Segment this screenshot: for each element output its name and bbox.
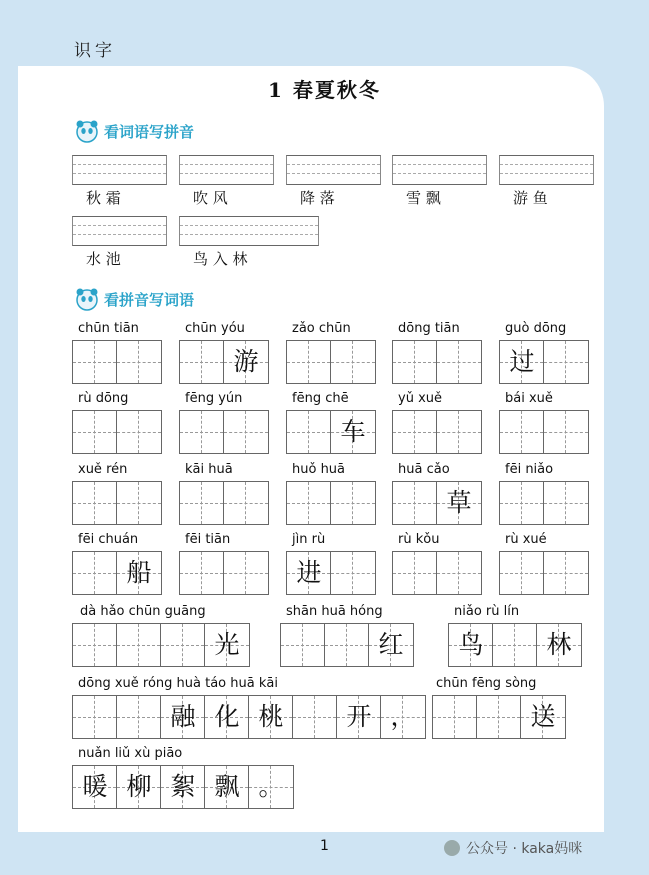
- pinyin-text: kāi huā: [185, 462, 233, 477]
- char-cell: [293, 696, 337, 738]
- char-cell: [180, 341, 224, 383]
- guide-line: [393, 164, 486, 165]
- char-text: [544, 341, 588, 383]
- char-grid: [499, 340, 589, 384]
- char-cell: [180, 482, 224, 524]
- char-cell: [224, 341, 268, 383]
- char-grid: [72, 410, 162, 454]
- pinyin-text: bái xuě: [505, 391, 553, 406]
- char-cell: [437, 552, 481, 594]
- char-text: [73, 482, 117, 524]
- char-text: [500, 411, 544, 453]
- char-cell: [281, 624, 325, 666]
- char-cell: [500, 411, 544, 453]
- pinyin-text: huǒ huā: [292, 462, 346, 477]
- guide-line: [73, 225, 166, 226]
- char-text: 暖: [82, 772, 108, 801]
- char-cell: [437, 482, 481, 524]
- char-grid: [179, 481, 269, 525]
- char-cell: [477, 696, 521, 738]
- char-grid: [72, 765, 294, 809]
- pinyin-box: [72, 216, 167, 246]
- pinyin-text: dōng tiān: [398, 321, 460, 336]
- char-cell: [500, 552, 544, 594]
- char-cell: [205, 766, 249, 808]
- char-text: [500, 552, 544, 594]
- pinyin-text: xuě rén: [78, 462, 128, 477]
- char-cell: [544, 482, 588, 524]
- guide-line: [500, 164, 593, 165]
- char-grid: [179, 410, 269, 454]
- char-cell: [381, 696, 425, 738]
- pinyin-text: fēi niǎo: [505, 462, 554, 477]
- char-text: 。: [258, 772, 284, 801]
- char-cell: [224, 482, 268, 524]
- char-grid: [286, 481, 376, 525]
- char-grid: [392, 340, 482, 384]
- char-text: [493, 624, 537, 666]
- char-text: 游: [233, 347, 259, 376]
- char-cell: [287, 411, 331, 453]
- pinyin-text: niǎo rù lín: [454, 604, 520, 619]
- char-cell: [287, 341, 331, 383]
- pinyin-text: dà hǎo chūn guāng: [80, 604, 206, 619]
- char-cell: [500, 482, 544, 524]
- char-grid: [448, 623, 582, 667]
- word-label: 雪 飘: [406, 189, 441, 207]
- char-cell: [161, 766, 205, 808]
- guide-line: [180, 164, 273, 165]
- char-cell: [331, 552, 375, 594]
- char-cell: [117, 552, 161, 594]
- pinyin-text: rù kǒu: [398, 532, 440, 547]
- char-grid: [499, 410, 589, 454]
- char-text: [117, 341, 161, 383]
- char-grid: [286, 340, 376, 384]
- char-text: [393, 411, 437, 453]
- char-grid: [286, 551, 376, 595]
- char-cell: [249, 766, 293, 808]
- char-cell: [224, 552, 268, 594]
- char-cell: [537, 624, 581, 666]
- char-cell: [393, 341, 437, 383]
- char-text: [117, 482, 161, 524]
- pinyin-text: rù xué: [505, 532, 547, 547]
- char-cell: [393, 482, 437, 524]
- pinyin-box: [392, 155, 487, 185]
- char-cell: [73, 482, 117, 524]
- char-text: [180, 341, 224, 383]
- char-cell: [73, 411, 117, 453]
- pinyin-text: chūn tiān: [78, 321, 139, 336]
- char-text: [224, 482, 268, 524]
- char-cell: [521, 696, 565, 738]
- char-text: [293, 696, 337, 738]
- char-text: [477, 696, 521, 738]
- guide-line: [73, 173, 166, 174]
- page-number: 1: [320, 838, 329, 854]
- char-text: [325, 624, 369, 666]
- pinyin-text: huā cǎo: [398, 462, 450, 477]
- char-text: [393, 341, 437, 383]
- char-grid: [499, 551, 589, 595]
- char-cell: [205, 624, 249, 666]
- char-cell: [117, 411, 161, 453]
- char-text: 船: [126, 558, 152, 587]
- char-text: [117, 696, 161, 738]
- char-text: [331, 552, 375, 594]
- char-grid: [392, 410, 482, 454]
- char-text: [393, 552, 437, 594]
- char-text: [287, 482, 331, 524]
- char-cell: [73, 766, 117, 808]
- char-text: [544, 411, 588, 453]
- word-label: 降 落: [300, 189, 335, 207]
- panda-icon: [74, 118, 100, 144]
- char-cell: [331, 482, 375, 524]
- char-text: [437, 411, 481, 453]
- char-cell: [544, 411, 588, 453]
- char-cell: [117, 341, 161, 383]
- char-text: [180, 411, 224, 453]
- char-cell: [500, 341, 544, 383]
- char-cell: [369, 624, 413, 666]
- char-text: 送: [530, 702, 556, 731]
- char-grid: [280, 623, 414, 667]
- section2-heading: [74, 286, 194, 312]
- char-cell: [161, 696, 205, 738]
- pinyin-text: jìn rù: [292, 532, 326, 547]
- pinyin-text: fēng chē: [292, 391, 349, 406]
- char-text: [544, 482, 588, 524]
- char-text: 车: [340, 417, 366, 446]
- pinyin-text: chūn yóu: [185, 321, 245, 336]
- char-text: [73, 624, 117, 666]
- section-label: 识字: [74, 41, 116, 61]
- char-text: 林: [546, 630, 572, 659]
- char-text: 化: [214, 702, 240, 731]
- char-text: 过: [509, 347, 535, 376]
- pinyin-text: zǎo chūn: [292, 321, 351, 336]
- guide-line: [287, 164, 380, 165]
- section1-title: 看词语写拼音: [104, 122, 195, 141]
- char-text: 柳: [126, 772, 152, 801]
- pinyin-box: [499, 155, 594, 185]
- guide-line: [73, 164, 166, 165]
- pinyin-text: fēng yún: [185, 391, 243, 406]
- pinyin-text: guò dōng: [505, 321, 567, 336]
- word-label: 鸟 入 林: [193, 250, 248, 268]
- char-text: [180, 482, 224, 524]
- char-text: ，: [390, 702, 416, 731]
- char-text: [287, 341, 331, 383]
- char-text: [331, 341, 375, 383]
- char-cell: [449, 624, 493, 666]
- char-text: [73, 696, 117, 738]
- char-text: 融: [170, 702, 196, 731]
- char-cell: [224, 411, 268, 453]
- guide-line: [180, 225, 318, 226]
- pinyin-text: fēi chuán: [78, 532, 139, 547]
- page-title: 1 春夏秋冬: [268, 78, 381, 102]
- watermark-text: 公众号 · kaka妈咪: [466, 841, 583, 857]
- char-cell: [393, 411, 437, 453]
- guide-line: [180, 234, 318, 235]
- char-cell: [73, 341, 117, 383]
- pinyin-box: [179, 216, 319, 246]
- char-text: [433, 696, 477, 738]
- char-cell: [205, 696, 249, 738]
- pinyin-text: rù dōng: [78, 391, 129, 406]
- char-grid: [72, 551, 162, 595]
- pinyin-text: yǔ xuě: [398, 391, 442, 406]
- char-grid: [499, 481, 589, 525]
- char-text: [331, 482, 375, 524]
- char-cell: [544, 341, 588, 383]
- char-text: [73, 341, 117, 383]
- char-cell: [249, 696, 293, 738]
- char-cell: [117, 624, 161, 666]
- char-cell: [437, 411, 481, 453]
- panda-icon: [74, 286, 100, 312]
- char-text: 光: [214, 630, 240, 659]
- char-grid: [72, 695, 426, 739]
- char-text: [73, 411, 117, 453]
- char-text: [500, 482, 544, 524]
- guide-line: [393, 173, 486, 174]
- char-text: [117, 624, 161, 666]
- char-cell: [287, 482, 331, 524]
- char-cell: [393, 552, 437, 594]
- char-cell: [493, 624, 537, 666]
- char-cell: [180, 552, 224, 594]
- char-text: [437, 552, 481, 594]
- char-cell: [337, 696, 381, 738]
- char-cell: [161, 624, 205, 666]
- char-text: 鸟: [458, 630, 484, 659]
- pinyin-box: [286, 155, 381, 185]
- pinyin-text: nuǎn liǔ xù piāo: [78, 746, 183, 761]
- char-cell: [544, 552, 588, 594]
- char-text: 飘: [214, 772, 240, 801]
- char-grid: [392, 481, 482, 525]
- char-cell: [325, 624, 369, 666]
- pinyin-box: [72, 155, 167, 185]
- word-label: 吹 风: [193, 189, 228, 207]
- char-grid: [286, 410, 376, 454]
- guide-line: [73, 234, 166, 235]
- char-cell: [73, 552, 117, 594]
- char-grid: [392, 551, 482, 595]
- char-text: 草: [446, 488, 472, 517]
- char-text: 开: [346, 702, 372, 731]
- char-cell: [331, 411, 375, 453]
- char-text: [73, 552, 117, 594]
- char-cell: [117, 482, 161, 524]
- char-text: [437, 341, 481, 383]
- char-text: 红: [378, 630, 404, 659]
- char-cell: [433, 696, 477, 738]
- guide-line: [287, 173, 380, 174]
- char-cell: [117, 696, 161, 738]
- pinyin-text: fēi tiān: [185, 532, 231, 547]
- wechat-icon: [444, 840, 460, 856]
- char-text: [180, 552, 224, 594]
- char-text: [117, 411, 161, 453]
- char-grid: [72, 481, 162, 525]
- section1-heading: [74, 118, 194, 144]
- char-text: [161, 624, 205, 666]
- char-text: [287, 411, 331, 453]
- word-label: 水 池: [86, 250, 121, 268]
- char-text: 絮: [170, 772, 196, 801]
- pinyin-text: chūn fēng sòng: [436, 676, 537, 691]
- char-grid: [432, 695, 566, 739]
- guide-line: [500, 173, 593, 174]
- char-cell: [287, 552, 331, 594]
- char-text: [393, 482, 437, 524]
- char-grid: [72, 623, 250, 667]
- pinyin-text: dōng xuě róng huà táo huā kāi: [78, 676, 278, 691]
- char-cell: [73, 696, 117, 738]
- word-label: 游 鱼: [513, 189, 548, 207]
- char-text: [224, 411, 268, 453]
- char-cell: [73, 624, 117, 666]
- char-cell: [437, 341, 481, 383]
- guide-line: [180, 173, 273, 174]
- word-label: 秋 霜: [86, 189, 121, 207]
- char-grid: [179, 551, 269, 595]
- pinyin-box: [179, 155, 274, 185]
- char-grid: [72, 340, 162, 384]
- char-text: [224, 552, 268, 594]
- char-cell: [180, 411, 224, 453]
- watermark: [444, 838, 582, 858]
- char-text: 桃: [258, 702, 284, 731]
- char-text: [544, 552, 588, 594]
- char-grid: [179, 340, 269, 384]
- char-text: 进: [296, 558, 322, 587]
- char-cell: [117, 766, 161, 808]
- char-cell: [331, 341, 375, 383]
- pinyin-text: shān huā hóng: [286, 604, 383, 619]
- section2-title: 看拼音写词语: [104, 290, 195, 309]
- char-text: [281, 624, 325, 666]
